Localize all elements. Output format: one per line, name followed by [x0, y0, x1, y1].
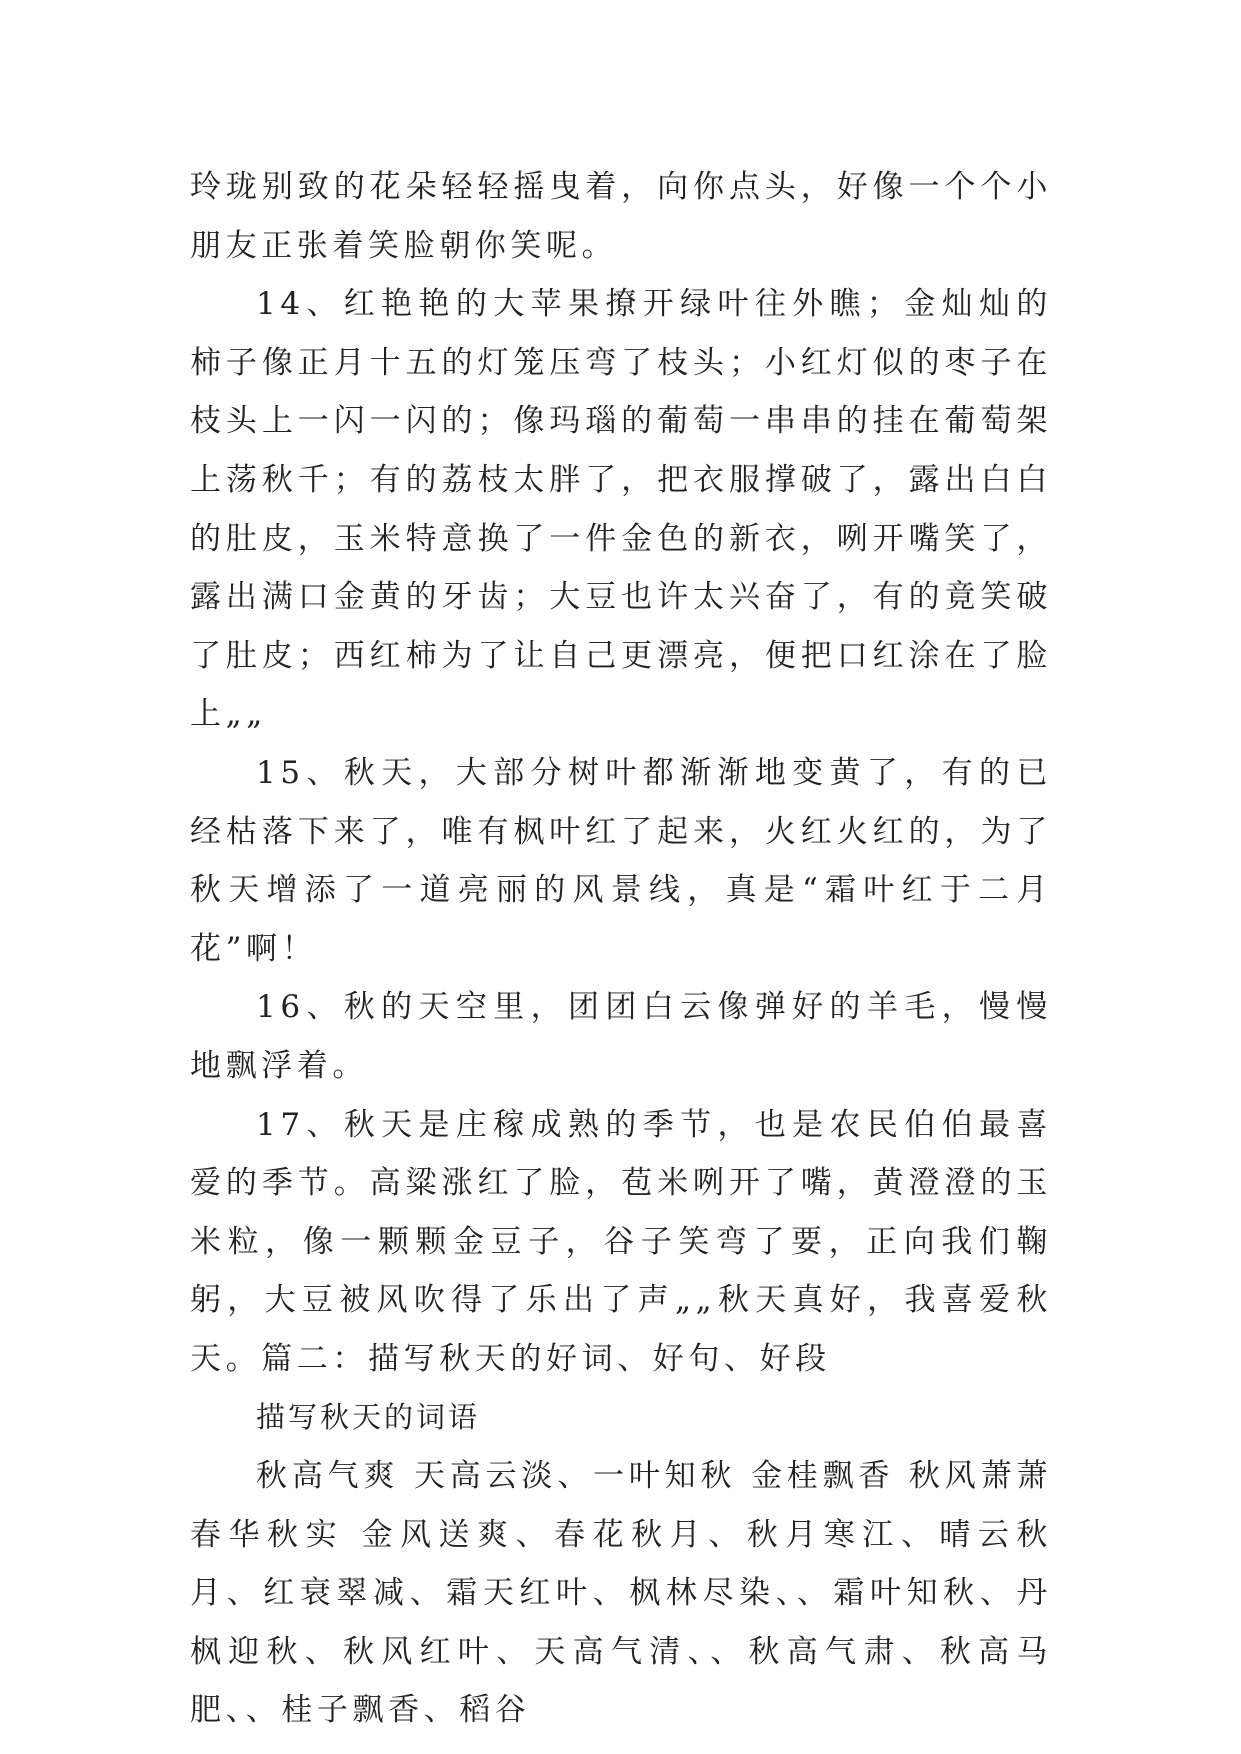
section-heading: 描写秋天的词语	[256, 1400, 481, 1435]
paragraph-15: 15、秋天，大部分树叶都渐渐地变黄了，有的已经枯落下来了，唯有枫叶红了起来，火红火红的，为了秋天增添了一道亮丽的风景线，真是“霜叶红于二月花”啊！	[190, 754, 1052, 967]
word-list-paragraph: 秋高气爽 天高云淡、一叶知秋 金桂飘香 秋风萧萧 春华秋实 金风送爽、春花秋月、秋月寒江、晴云秋月、红衰翠减、霜天红叶、枫林尽染、、霜叶知秋、丹枫迎秋、秋风红叶、天高气清、、秋高气肃、秋高马肥、、桂子飘香、稻谷	[190, 1458, 1052, 1729]
paragraph-17: 17、秋天是庄稼成熟的季节，也是农民伯伯最喜爱的季节。高粱涨红了脸，苞米咧开了嘴，黄澄澄的玉米粒，像一颗颗金豆子，谷子笑弯了要，正向我们鞠躬，大豆被风吹得了乐出了声„„秋天真好，我喜爱秋天。篇二：描写秋天的好词、好句、好段	[190, 1106, 1052, 1377]
paragraph-continuation: 玲珑别致的花朵轻轻摇曳着，向你点头，好像一个个小朋友正张着笑脸朝你笑呢。	[190, 169, 1052, 264]
paragraph-16: 16、秋的天空里，团团白云像弹好的羊毛，慢慢地飘浮着。	[190, 989, 1052, 1084]
paragraph-14: 14、红艳艳的大苹果撩开绿叶往外瞧；金灿灿的柿子像正月十五的灯笼压弯了枝头；小红灯似的枣子在枝头上一闪一闪的；像玛瑙的葡萄一串串的挂在葡萄架上荡秋千；有的荔枝太胖了，把衣服撑破了，露出白白的肚皮，玉米特意换了一件金色的新衣，咧开嘴笑了，露出满口金黄的牙齿；大豆也许太兴奋了，有的竟笑破了肚皮；西红柿为了让自己更漂亮，便把口红涂在了脸上„„	[190, 286, 1052, 733]
document-page	[190, 158, 1052, 1740]
